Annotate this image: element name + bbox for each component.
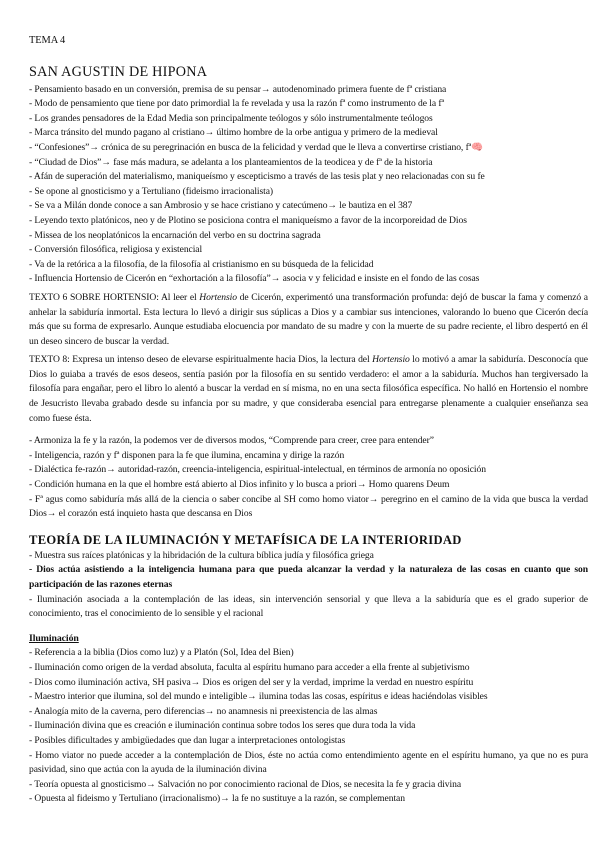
list-item: - “Ciudad de Dios”→ fase más madura, se adelanta a los planteamientos de la teodicea y de fª de la historia [29,156,433,168]
texto6-italic: Hortensio [199,291,237,303]
list-item: - Va de la retórica a la filosofía, de la filosofía al cristianismo en su búsqueda de la felicidad [29,258,374,270]
list-item: - Afán de superación del materialismo, maniqueísmo y escepticismo a través de las tesis plat y neo relacionadas con su fe [29,171,485,183]
list-item: - Maestro interior que ilumina, sol del mundo e inteligible→ ilumina todas las cosas, espíritus e ideas haciéndolas visibles [29,691,488,703]
list-item: - Iluminación como origen de la verdad absoluta, faculta al espíritu humano para acceder a ella frente al subjetivismo [29,661,470,673]
texto6-before: TEXTO 6 SOBRE HORTENSIO: Al leer el [29,291,200,303]
subsection-title: Iluminación [29,632,79,644]
bold-statement: - Dios actúa asistiendo a la inteligencia humana para que pueda alcanzar la verdad y la naturaleza de las cosas en cuanto que son participación de las razones eternas [29,564,588,590]
list-item: - Influencia Hortensio de Cicerón en “exhortación a la filosofía”→ asocia v y felicidad e insiste en el fondo de las cosas [29,273,480,285]
list-item: - Conversión filosófica, religiosa y existencial [29,244,203,256]
texto8-paragraph [29,353,588,426]
intro-list [29,83,588,287]
list-item: - Posibles dificultades y ambigüedades que dan lugar a interpretaciones ontologistas [29,734,346,746]
list-item: - “Confesiones”→ crónica de su peregrinación en busca de la felicidad y verdad que le lleva a convertirse cristiano, fª🧠 [29,141,484,153]
texto6-after: de Cicerón, experimentó una transformación profunda: dejó de buscar la fama y comenzó a anhelar la sabiduría inmortal. Esta lectura lo llevó a dirigir sus súplicas a Dios y a cambiar sus intenciones, valorando lo bueno que Cicerón decía más que su forma de expresarlo. Aunque estudiaba elocuencia por mandato de su madre y con la muerte de su padre reciente, el libro despertó en él un deseo sincero de buscar la verdad. [29,291,588,347]
list-item: - Iluminación asociada a la contemplación de las ideas, sin intervención sensorial y que lleva a la sabiduría que es el grado superior de conocimiento, tras el conocimiento de lo sensible y el racional [29,593,588,620]
list-item: - Se opone al gnosticismo y a Tertuliano (fideismo irracionalista) [29,185,274,197]
illumination-list [29,646,588,807]
texto8-italic: Hortensio [372,354,410,366]
list-item: - Teoría opuesta al gnosticismo→ Salvación no por conocimiento racional de Dios, se necesita la fe y gracia divina [29,778,462,790]
list-item: - Leyendo texto platónicos, neo y de Plotino se posiciona contra el maniqueísmo a favor de la incorporeidad de Dios [29,214,467,226]
list-item: - Muestra sus raíces platónicas y la hibridación de la cultura bíblica judía y filosófica griega [29,549,374,561]
list-item: - Homo viator no puede acceder a la contemplación de Dios, éste no actúa como entendimiento agente en el espíritu humano, ya que no es pura pasividad, sino que actúa con la ayuda de la iluminación divina [29,749,588,776]
list-item: - Marca tránsito del mundo pagano al cristiano→ último hombre de la orbe antigua y primero de la medieval [29,127,438,139]
texto8-before: TEXTO 8: Expresa un intenso deseo de elevarse espiritualmente hacia Dios, la lectura del [29,354,373,366]
mid-list [29,434,588,522]
section-title-iluminacion: TEORÍA DE LA ILUMINACIÓN Y METAFÍSICA DE LA INTERIORIDAD [29,532,462,547]
texto8-after: lo motivó a amar la sabiduría. Desconocía que Dios lo guiaba a través de esos deseos, sentía pasión por la filosofía en su sentido verdadero: el amor a la sabiduría. Muchos han tergiversado la filosofía para engañar, pero el libro lo alentó a buscar la verdad en sí misma, no en una secta filosófica específica. No halló en Hortensio el nombre de Jesucristo llevaba grabado desde su infancia por su madre, y que consideraba esencial para entregarse plenamente a cualquier enseñanza sea como fuese ésta. [29,354,588,424]
list-item: - Missea de los neoplatónicos la encarnación del verbo en su doctrina sagrada [29,229,321,241]
list-item: - Referencia a la biblia (Dios como luz) y a Platón (Sol, Idea del Bien) [29,647,294,659]
list-item: - Dios como iluminación activa, SH pasiva→ Dios es origen del ser y la verdad, imprime la verdad en nuestro espíritu [29,676,474,688]
list-item: - Analogía mito de la caverna, pero diferencias→ no anamnesis ni preexistencia de las almas [29,705,378,717]
list-item: - Inteligencia, razón y fª disponen para la fe que ilumina, encamina y dirige la razón [29,449,345,461]
list-item: - Armoniza la fe y la razón, la podemos ver de diversos modos, “Comprende para creer, cree para entender” [29,435,434,447]
list-item: - Los grandes pensadores de la Edad Media son principalmente teólogos y sólo instrumentalmente teólogos [29,112,433,124]
list-item: - Se va a Milán donde conoce a san Ambrosio y se hace cristiano y catecúmeno→ le bautiza en el 387 [29,200,413,212]
topic-number: TEMA 4 [29,35,66,46]
list-item: - Condición humana en la que el hombre está abierto al Dios infinito y lo busca a priori→ Homo quarens Deum [29,479,450,491]
main-title: SAN AGUSTIN DE HIPONA [29,63,208,80]
list-item: - Pensamiento basado en un conversión, premisa de su pensar→ autodenominado primera fuente de fª cristiana [29,83,447,95]
list-item: - Dialéctica fe-razón→ autoridad-razón, creencia-inteligencia, espiritual-intelectual, en términos de armonía no oposición [29,464,486,476]
texto6-paragraph [29,291,588,349]
list-item: - Iluminación divina que es creación e iluminación continua sobre todos los seres que dura toda la vida [29,720,416,732]
list-item: - Modo de pensamiento que tiene por dato primordial la fe revelada y usa la razón fª como instrumento de la fª [29,98,445,110]
list-item: - Fª agus como sabiduría más allá de la ciencia o saber concibe al SH como homo viator→ peregrino en el camino de la vida que busca la verdad Dios→ el corazón está inquieto hasta que descansa en Dios [29,493,588,520]
list-item: - Opuesta al fideismo y Tertuliano (irracionalismo)→ la fe no sustituye a la razón, se complementan [29,793,405,805]
